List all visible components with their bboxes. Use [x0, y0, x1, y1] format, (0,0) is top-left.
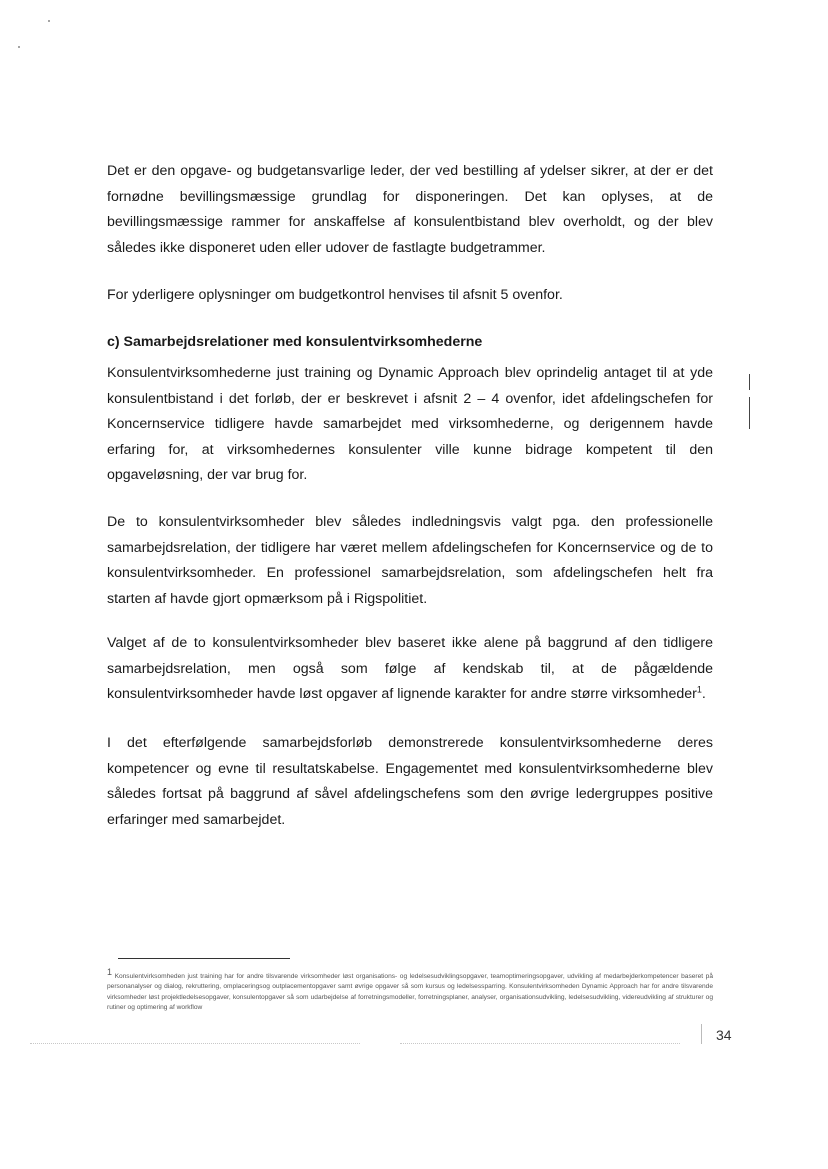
- footnote-text: Konsulentvirksomheden just training har for andre tilsvarende virksomheder løst organisations- og ledelsesudviklingsopgaver, teamoptimeringsopgaver, udvikling af medarbejderkompetencer baseret på personanalyser og dialog, rekruttering, omplaceringsog outplacementopgaver samt øvrige opgaver så som kursus og ledelsessparring. Konsulentvirksomheden Dynamic Approach har for andre tilsvarende virksomheder løst projektledelsesopgaver, konsulentopgaver så som udarbejdelse af forretningsmodeller, forretningsplaner, analyser, organisationsudvikling, ledelsesudvikling, videreudvikling af strukturer og rutiner og optimering af workflow: [107, 973, 713, 1011]
- footnote-separator: [118, 958, 290, 959]
- paragraph-consultant-selection: Konsulentvirksomhederne just training og Dynamic Approach blev oprindelig antaget til at yde konsulentbistand i det forløb, der er beskrevet i afsnit 2 – 4 ovenfor, idet afdelingschefen for Koncernservice tidligere havde samarbejdet med virksomhederne, og derigennem havde erfaring for, at virksomhedernes konsulenter ville kunne bidrage kompetent til den opgaveløsning, der var brug for.: [107, 365, 713, 483]
- scan-bottom-line: [30, 1043, 360, 1044]
- page-number: 34: [716, 1027, 732, 1043]
- page-number-divider: [701, 1024, 702, 1044]
- paragraph-collaboration-relation: De to konsulentvirksomheder blev således indledningsvis valgt pga. den professionelle samarbejdsrelation, der tidligere har været mellem afdelingschefen for Koncernservice og de to konsulentvirksomheder. En professionel samarbejdsrelation, som afdelingschefen helt fra starten af havde gjort opmærksom på i Rigspolitiet.: [107, 514, 713, 607]
- scan-bottom-line: [400, 1043, 680, 1044]
- footnote-reference: 1: [696, 684, 702, 695]
- paragraph-selection-basis-text: Valget af de to konsulentvirksomheder blev baseret ikke alene på baggrund af den tidligere samarbejdsrelation, men også som følge af kendskab til, at de pågældende konsulentvirksomheder havde løst opgaver af lignende karakter for andre større virksomheder: [107, 635, 713, 702]
- footnote-number: 1: [107, 967, 113, 977]
- margin-mark: [749, 397, 750, 429]
- scan-speck: [18, 46, 20, 48]
- footnote: [107, 967, 713, 1013]
- margin-mark: [749, 374, 750, 390]
- scan-speck: [48, 20, 50, 22]
- paragraph-budget-responsibility: Det er den opgave- og budgetansvarlige leder, der ved bestilling af ydelser sikrer, at der er det fornødne bevillingsmæssige grundlag for disponeringen. Det kan oplyses, at de bevillingsmæssige rammer for anskaffelse af konsulentbistand blev overholdt, og der blev således ikke disponeret uden eller udover de fastlagte budgetrammer.: [107, 163, 713, 256]
- paragraph-subsequent-collaboration: I det efterfølgende samarbejdsforløb demonstrerede konsulentvirksomhederne deres kompetencer og evne til resultatskabelse. Engagementet med konsulentvirksomhederne blev således fortsat på baggrund af såvel afdelingschefens som den øvrige ledergruppes positive erfaringer med samarbejdet.: [107, 735, 713, 828]
- paragraph-budget-control-reference: For yderligere oplysninger om budgetkontrol henvises til afsnit 5 ovenfor.: [107, 287, 563, 303]
- paragraph-selection-basis: Valget af de to konsulentvirksomheder blev baseret ikke alene på baggrund af den tidligere samarbejdsrelation, men også som følge af kendskab til, at de pågældende konsulentvirksomheder havde løst opgaver af lignende karakter for andre større virksomheder$^1$.: [107, 635, 713, 702]
- section-heading: c) Samarbejdsrelationer med konsulentvirksomhederne: [107, 334, 483, 350]
